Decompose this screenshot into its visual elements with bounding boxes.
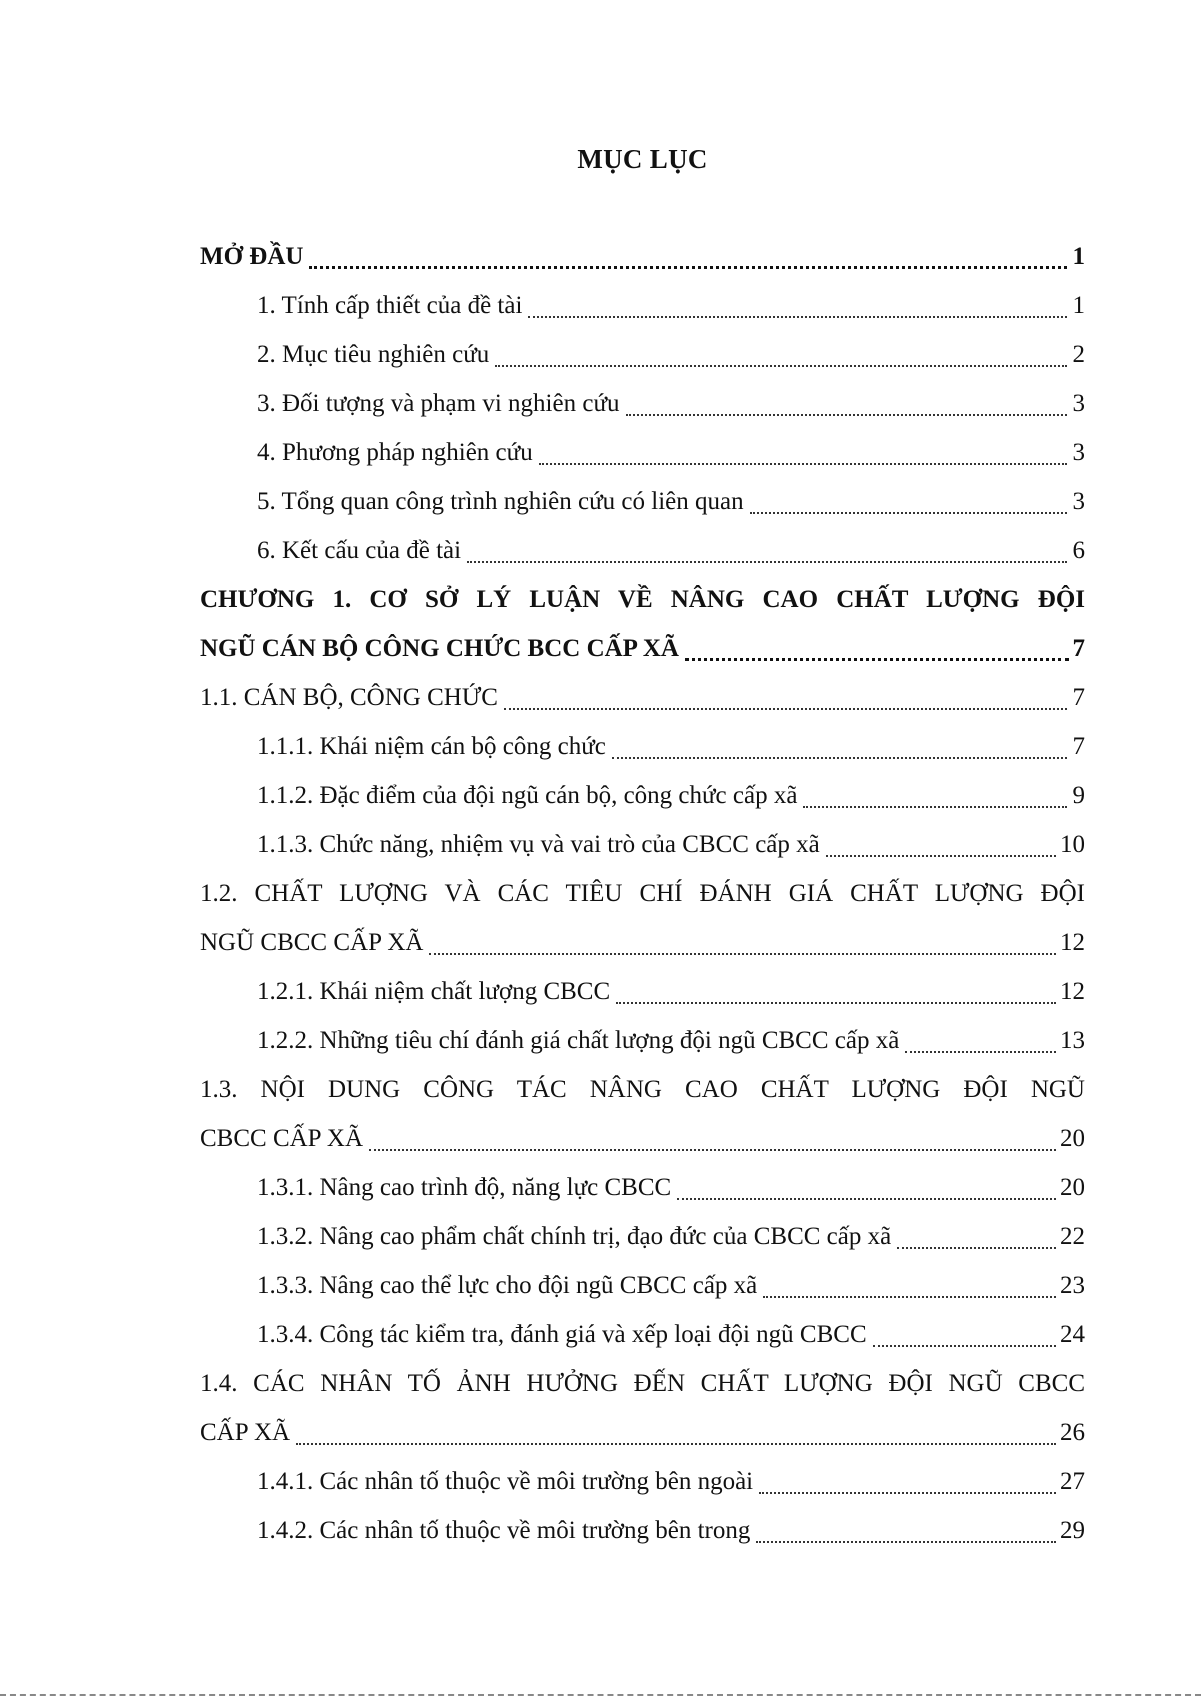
toc-entry-1-1[interactable] bbox=[200, 673, 1085, 722]
page-bottom-divider bbox=[0, 1694, 1201, 1696]
toc-entry-text: 4. Phương pháp nghiên cứu bbox=[257, 439, 533, 466]
toc-entry-text-line1: 1.3. NỘI DUNG CÔNG TÁC NÂNG CAO CHẤT LƯỢNG ĐỘI NGŨ bbox=[200, 1076, 1085, 1103]
dot-leader bbox=[307, 232, 1071, 281]
toc-entry-text: 2. Mục tiêu nghiên cứu bbox=[257, 341, 490, 368]
toc-entry-1-2-1[interactable] bbox=[200, 967, 1085, 1016]
toc-page-number: 1 bbox=[1072, 243, 1085, 270]
dot-leader bbox=[465, 526, 1071, 575]
toc-entry-text: 1.1. CÁN BỘ, CÔNG CHỨC bbox=[200, 684, 498, 711]
dot-leader bbox=[624, 379, 1072, 428]
toc-entry-text-line2: NGŨ CÁN BỘ CÔNG CHỨC BCC CẤP XÃ bbox=[200, 635, 679, 662]
dot-leader bbox=[824, 820, 1060, 869]
dot-leader bbox=[614, 967, 1060, 1016]
toc-page-number: 13 bbox=[1060, 1027, 1085, 1054]
toc-page-number: 12 bbox=[1060, 929, 1085, 956]
toc-entry-text: 1.1.2. Đặc điểm của đội ngũ cán bộ, công chức cấp xã bbox=[257, 782, 798, 809]
toc-page-number: 9 bbox=[1072, 782, 1085, 809]
toc-entry-1-3[interactable] bbox=[200, 1065, 1085, 1163]
toc-entry-line2 bbox=[200, 1114, 1085, 1163]
toc-entry-line2 bbox=[200, 918, 1085, 967]
toc-entry-text: 1.4.2. Các nhân tố thuộc về môi trường bên trong bbox=[257, 1517, 751, 1544]
toc-page-number: 1 bbox=[1072, 292, 1085, 319]
dot-leader bbox=[675, 1163, 1060, 1212]
toc-entry-text: 1.4.1. Các nhân tố thuộc về môi trường bên ngoài bbox=[257, 1468, 754, 1495]
toc-entry-intro[interactable] bbox=[200, 232, 1085, 281]
toc-page-number: 2 bbox=[1072, 341, 1085, 368]
toc-entry-1-4[interactable] bbox=[200, 1359, 1085, 1457]
toc-page-number: 10 bbox=[1060, 831, 1085, 858]
dot-leader bbox=[903, 1016, 1060, 1065]
toc-entry-text: 1.2.1. Khái niệm chất lượng CBCC bbox=[257, 978, 611, 1005]
toc-page-number: 7 bbox=[1072, 684, 1085, 711]
dot-leader bbox=[367, 1114, 1060, 1163]
dot-leader bbox=[427, 918, 1060, 967]
dot-leader bbox=[610, 722, 1071, 771]
toc-entry-1-1-2[interactable] bbox=[200, 771, 1085, 820]
toc-entry-1-3-2[interactable] bbox=[200, 1212, 1085, 1261]
toc-page-number: 22 bbox=[1060, 1223, 1085, 1250]
dot-leader bbox=[801, 771, 1071, 820]
toc-entry-1-4-1[interactable] bbox=[200, 1457, 1085, 1506]
toc-entry-line2 bbox=[200, 1408, 1085, 1457]
toc-entry-text: 6. Kết cấu của đề tài bbox=[257, 537, 462, 564]
toc-entry-1-3-1[interactable] bbox=[200, 1163, 1085, 1212]
toc-entry-chapter-1[interactable] bbox=[200, 575, 1085, 673]
toc-entry-intro-6[interactable] bbox=[200, 526, 1085, 575]
toc-page-number: 3 bbox=[1072, 439, 1085, 466]
toc-entry-1-1-1[interactable] bbox=[200, 722, 1085, 771]
toc-page-number: 6 bbox=[1072, 537, 1085, 564]
toc-page-number: 3 bbox=[1072, 488, 1085, 515]
dot-leader bbox=[761, 1261, 1060, 1310]
dot-leader bbox=[537, 428, 1071, 477]
toc-entry-intro-4[interactable] bbox=[200, 428, 1085, 477]
toc-entry-text-line2: NGŨ CBCC CẤP XÃ bbox=[200, 929, 424, 956]
toc-entry-text: 1.3.4. Công tác kiểm tra, đánh giá và xếp loại đội ngũ CBCC bbox=[257, 1321, 867, 1348]
toc-entry-1-2[interactable] bbox=[200, 869, 1085, 967]
toc-entry-text: 1.3.2. Nâng cao phẩm chất chính trị, đạo đức của CBCC cấp xã bbox=[257, 1223, 892, 1250]
toc-entry-text: 1.3.3. Nâng cao thể lực cho đội ngũ CBCC cấp xã bbox=[257, 1272, 758, 1299]
toc-entry-intro-2[interactable] bbox=[200, 330, 1085, 379]
toc-entry-intro-1[interactable] bbox=[200, 281, 1085, 330]
toc-page-number: 7 bbox=[1072, 733, 1085, 760]
toc-page-number: 23 bbox=[1060, 1272, 1085, 1299]
dot-leader bbox=[502, 673, 1071, 722]
dot-leader bbox=[748, 477, 1071, 526]
toc-entry-1-2-2[interactable] bbox=[200, 1016, 1085, 1065]
toc-entry-text-line2: CBCC CẤP XÃ bbox=[200, 1125, 364, 1152]
toc-entry-text-line1: CHƯƠNG 1. CƠ SỞ LÝ LUẬN VỀ NÂNG CAO CHẤT LƯỢNG ĐỘI bbox=[200, 586, 1085, 613]
table-of-contents bbox=[200, 232, 1085, 1555]
toc-page-number: 7 bbox=[1072, 635, 1085, 662]
dot-leader bbox=[754, 1506, 1060, 1555]
toc-entry-1-3-3[interactable] bbox=[200, 1261, 1085, 1310]
toc-entry-text: 1.2.2. Những tiêu chí đánh giá chất lượng đội ngũ CBCC cấp xã bbox=[257, 1027, 900, 1054]
dot-leader bbox=[294, 1408, 1060, 1457]
dot-leader bbox=[683, 624, 1073, 673]
toc-page-number: 29 bbox=[1060, 1517, 1085, 1544]
toc-entry-text: MỞ ĐẦU bbox=[200, 243, 304, 270]
toc-entry-1-1-3[interactable] bbox=[200, 820, 1085, 869]
dot-leader bbox=[757, 1457, 1060, 1506]
toc-entry-intro-5[interactable] bbox=[200, 477, 1085, 526]
dot-leader bbox=[493, 330, 1071, 379]
toc-entry-text: 1.3.1. Nâng cao trình độ, năng lực CBCC bbox=[257, 1174, 672, 1201]
toc-entry-text-line1: 1.4. CÁC NHÂN TỐ ẢNH HƯỞNG ĐẾN CHẤT LƯỢNG ĐỘI NGŨ CBCC bbox=[200, 1370, 1085, 1397]
toc-page-number: 3 bbox=[1072, 390, 1085, 417]
toc-entry-text: 5. Tổng quan công trình nghiên cứu có liên quan bbox=[257, 488, 744, 515]
toc-page-number: 12 bbox=[1060, 978, 1085, 1005]
toc-entry-text-line2: CẤP XÃ bbox=[200, 1419, 291, 1446]
toc-entry-text: 3. Đối tượng và phạm vi nghiên cứu bbox=[257, 390, 620, 417]
toc-page-number: 26 bbox=[1060, 1419, 1085, 1446]
toc-page-number: 24 bbox=[1060, 1321, 1085, 1348]
dot-leader bbox=[895, 1212, 1060, 1261]
toc-entry-1-3-4[interactable] bbox=[200, 1310, 1085, 1359]
toc-entry-text: 1. Tính cấp thiết của đề tài bbox=[257, 292, 523, 319]
toc-entry-1-4-2[interactable] bbox=[200, 1506, 1085, 1555]
toc-entry-text-line1: 1.2. CHẤT LƯỢNG VÀ CÁC TIÊU CHÍ ĐÁNH GIÁ CHẤT LƯỢNG ĐỘI bbox=[200, 880, 1085, 907]
toc-entry-text: 1.1.3. Chức năng, nhiệm vụ và vai trò của CBCC cấp xã bbox=[257, 831, 820, 858]
toc-page-number: 20 bbox=[1060, 1174, 1085, 1201]
page-title: MỤC LỤC bbox=[577, 144, 708, 174]
toc-page-number: 27 bbox=[1060, 1468, 1085, 1495]
dot-leader bbox=[871, 1310, 1060, 1359]
toc-entry-intro-3[interactable] bbox=[200, 379, 1085, 428]
toc-entry-line2 bbox=[200, 624, 1085, 673]
dot-leader bbox=[526, 281, 1071, 330]
toc-entry-text: 1.1.1. Khái niệm cán bộ công chức bbox=[257, 733, 606, 760]
toc-page-number: 20 bbox=[1060, 1125, 1085, 1152]
